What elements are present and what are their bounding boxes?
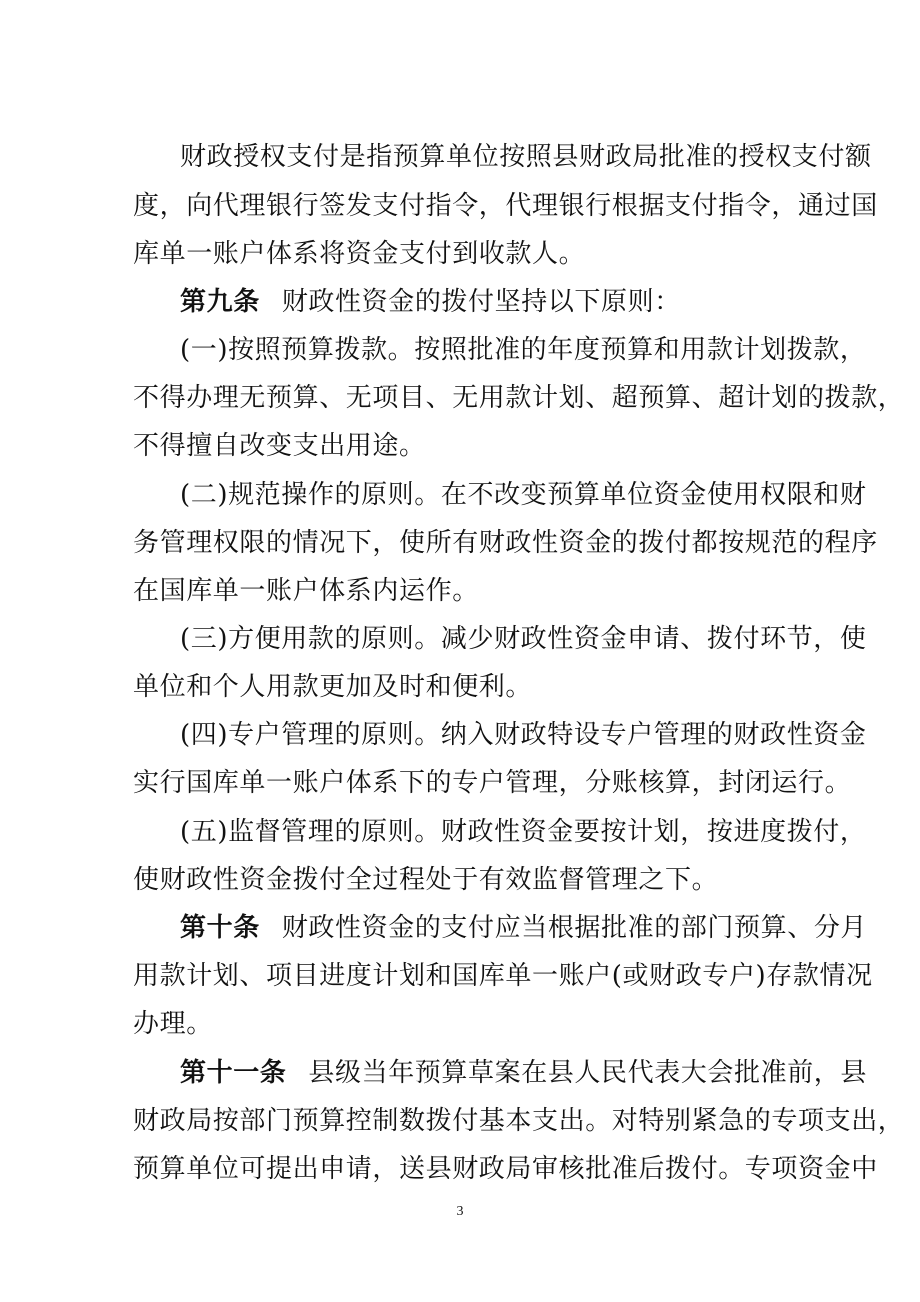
paragraph-line: 库单一账户体系将资金支付到收款人。 xyxy=(133,239,586,269)
paragraph-line: 不得擅自改变支出用途。 xyxy=(133,431,426,461)
article-nine-text: 财政性资金的拨付坚持以下原则： xyxy=(281,287,681,317)
paragraph-line: 务管理权限的情况下，使所有财政性资金的拨付都按规范的程序 xyxy=(133,528,878,558)
article-eleven-label: 第十一条 xyxy=(180,1058,287,1088)
paragraph-line: 实行国库单一账户体系下的专户管理，分账核算，封闭运行。 xyxy=(133,768,852,798)
article-eleven-text: 县级当年预算草案在县人民代表大会批准前，县 xyxy=(308,1058,868,1088)
article-ten-line xyxy=(180,904,868,952)
paragraph-line: (四)专户管理的原则。纳入财政特设专户管理的财政性资金 xyxy=(180,720,867,750)
article-ten-label: 第十条 xyxy=(180,913,260,943)
paragraph-line: 不得办理无预算、无项目、无用款计划、超预算、超计划的拨款， xyxy=(133,383,905,413)
paragraph-line: 在国库单一账户体系内运作。 xyxy=(133,576,479,606)
paragraph-line: (五)监督管理的原则。财政性资金要按计划，按进度拨付， xyxy=(180,817,867,847)
article-eleven-line xyxy=(180,1049,868,1097)
article-nine-line xyxy=(180,278,833,326)
paragraph-line: (二)规范操作的原则。在不改变预算单位资金使用权限和财 xyxy=(180,480,867,510)
paragraph-line: 单位和个人用款更加及时和便利。 xyxy=(133,672,533,702)
paragraph-line: 用款计划、项目进度计划和国库单一账户(或财政专户)存款情况 xyxy=(133,961,873,991)
paragraph-line: (三)方便用款的原则。减少财政性资金申请、拨付环节，使 xyxy=(180,624,867,654)
paragraph-line: (一)按照预算拨款。按照批准的年度预算和用款计划拨款， xyxy=(180,335,867,365)
paragraph-line: 度，向代理银行签发支付指令，代理银行根据支付指令，通过国 xyxy=(133,191,878,221)
paragraph-line: 财政授权支付是指预算单位按照县财政局批准的授权支付额 xyxy=(180,142,872,172)
paragraph-line: 办理。 xyxy=(133,1009,213,1039)
article-nine-label: 第九条 xyxy=(180,287,260,317)
paragraph-line: 使财政性资金拨付全过程处于有效监督管理之下。 xyxy=(133,865,719,895)
paragraph-line: 预算单位可提出申请，送县财政局审核批准后拨付。专项资金中 xyxy=(133,1154,878,1184)
page-number: 3 xyxy=(456,1204,464,1219)
paragraph-line: 财政局按部门预算控制数拨付基本支出。对特别紧急的专项支出， xyxy=(133,1106,905,1136)
article-ten-text: 财政性资金的支付应当根据批准的部门预算、分月 xyxy=(281,913,868,943)
